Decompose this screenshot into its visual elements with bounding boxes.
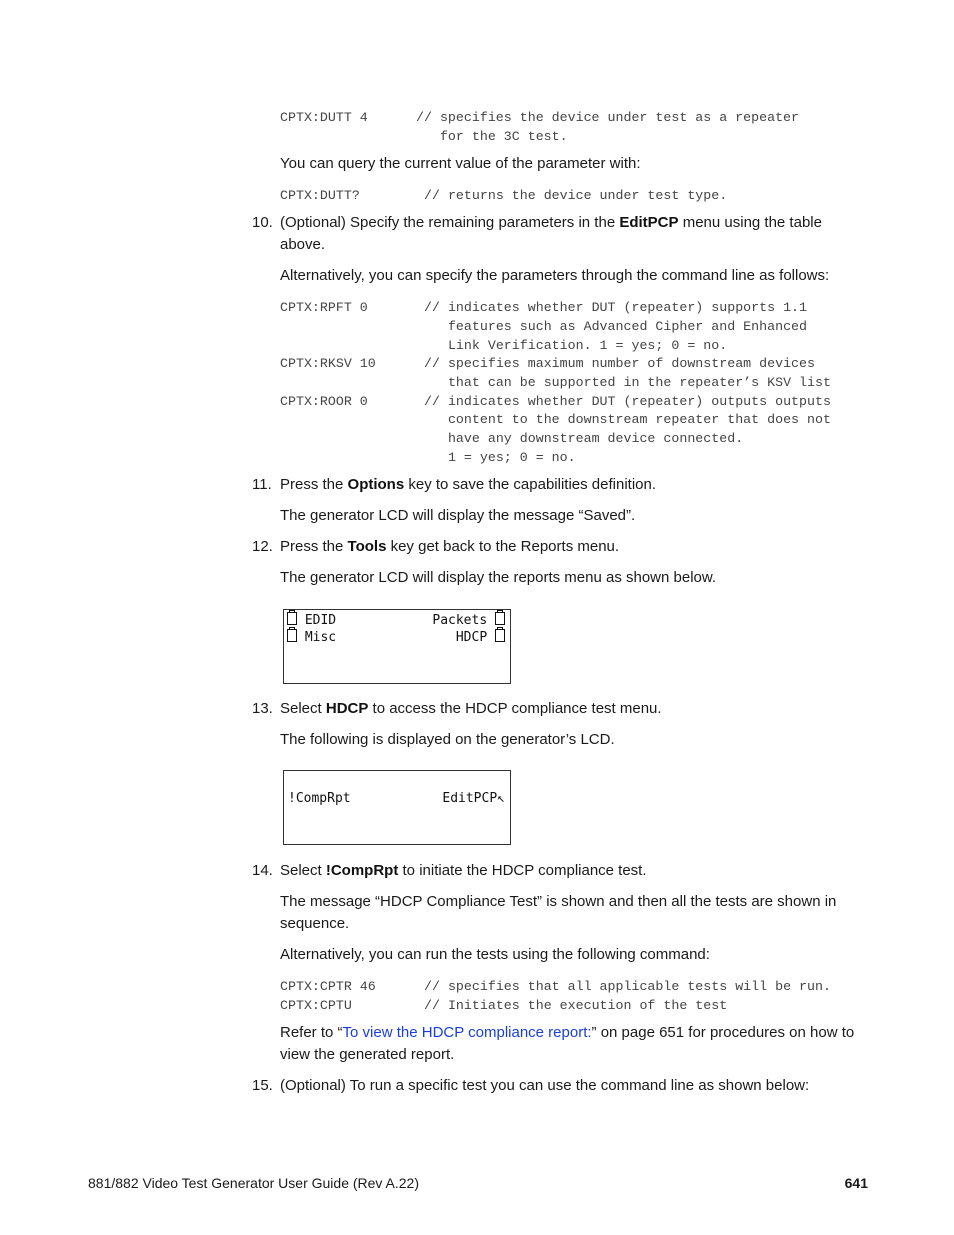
- code-line: CPTX:RKSV 10: [280, 356, 376, 371]
- code-line: CPTX:DUTT?: [280, 188, 360, 203]
- step-12-text: Press the Tools key get back to the Reports menu.: [280, 538, 620, 555]
- lcd-display-hdcp: [283, 770, 511, 845]
- code-comment: // returns the device under test type.: [424, 188, 728, 203]
- lcd-item-misc: Misc: [304, 630, 337, 645]
- step-number: 13.: [252, 700, 273, 717]
- code-comment: // indicates whether DUT (repeater) outputs outputs: [424, 394, 831, 409]
- step-13-text: Select HDCP to access the HDCP compliance test menu.: [280, 700, 662, 717]
- code-line: CPTX:DUTT 4: [280, 110, 368, 125]
- step-number: 11.: [252, 476, 272, 493]
- cursor-arrow-icon: ↖: [497, 791, 505, 806]
- page-number: 641: [844, 1175, 868, 1191]
- code-line: CPTX:CPTR 46: [280, 979, 376, 994]
- lcd-item-hdcp: HDCP: [455, 630, 488, 645]
- code-line: CPTX:CPTU: [280, 998, 352, 1013]
- code-comment: features such as Advanced Cipher and Enhanced: [424, 319, 808, 334]
- code-comment: that can be supported in the repeater’s KSV list: [424, 375, 831, 390]
- step-number: 15.: [252, 1077, 273, 1094]
- code-comment: // indicates whether DUT (repeater) supports 1.1: [424, 300, 808, 315]
- step-15-text: (Optional) To run a specific test you can use the command line as shown below:: [280, 1077, 810, 1094]
- paragraph: The generator LCD will display the reports menu as shown below.: [280, 569, 717, 586]
- hdcp-report-link[interactable]: To view the HDCP compliance report:: [342, 1024, 592, 1041]
- code-comment: content to the downstream repeater that does not: [424, 412, 831, 427]
- lcd-display-reports: [283, 609, 511, 684]
- paragraph: The following is displayed on the generator’s LCD.: [280, 731, 615, 748]
- code-comment: have any downstream device connected.: [424, 431, 744, 446]
- folder-icon: [495, 612, 505, 625]
- footer-title: 881/882 Video Test Generator User Guide (Rev A.22): [88, 1175, 420, 1191]
- code-comment: 1 = yes; 0 = no.: [424, 450, 576, 465]
- folder-icon: [495, 629, 505, 642]
- lcd-item-editpcp: EditPCP: [442, 791, 498, 806]
- lcd-item-edid: EDID: [304, 613, 337, 628]
- code-comment: for the 3C test.: [416, 129, 568, 144]
- code-line: CPTX:RPFT 0: [280, 300, 368, 315]
- code-comment: // specifies that all applicable tests will be run.: [424, 979, 831, 994]
- step-number: 10.: [252, 214, 273, 231]
- step-14-text: Select !CompRpt to initiate the HDCP compliance test.: [280, 862, 647, 879]
- code-comment: // specifies maximum number of downstream devices: [424, 356, 815, 371]
- refer-paragraph: Refer to “To view the HDCP compliance report:” on page 651 for procedures on how to view the generated report.: [280, 1024, 855, 1063]
- paragraph: The generator LCD will display the message “Saved”.: [280, 507, 636, 524]
- step-11-text: Press the Options key to save the capabilities definition.: [280, 476, 657, 493]
- folder-icon: [287, 612, 297, 625]
- step-number: 12.: [252, 538, 273, 555]
- paragraph: Alternatively, you can specify the parameters through the command line as follows:: [280, 267, 830, 284]
- step-10-text: (Optional) Specify the remaining parameters in the EditPCP menu using the table above.: [280, 214, 822, 253]
- lcd-item-comprpt: !CompRpt: [288, 791, 351, 806]
- step-number: 14.: [252, 862, 273, 879]
- folder-icon: [287, 629, 297, 642]
- paragraph: You can query the current value of the parameter with:: [280, 155, 641, 172]
- code-comment: // specifies the device under test as a repeater: [416, 110, 800, 125]
- code-line: CPTX:ROOR 0: [280, 394, 368, 409]
- lcd-item-packets: Packets: [432, 613, 488, 628]
- code-comment: Link Verification. 1 = yes; 0 = no.: [424, 338, 728, 353]
- paragraph: The message “HDCP Compliance Test” is shown and then all the tests are shown in sequence.: [280, 893, 837, 932]
- code-comment: // Initiates the execution of the test: [424, 998, 728, 1013]
- paragraph: Alternatively, you can run the tests using the following command:: [280, 946, 710, 963]
